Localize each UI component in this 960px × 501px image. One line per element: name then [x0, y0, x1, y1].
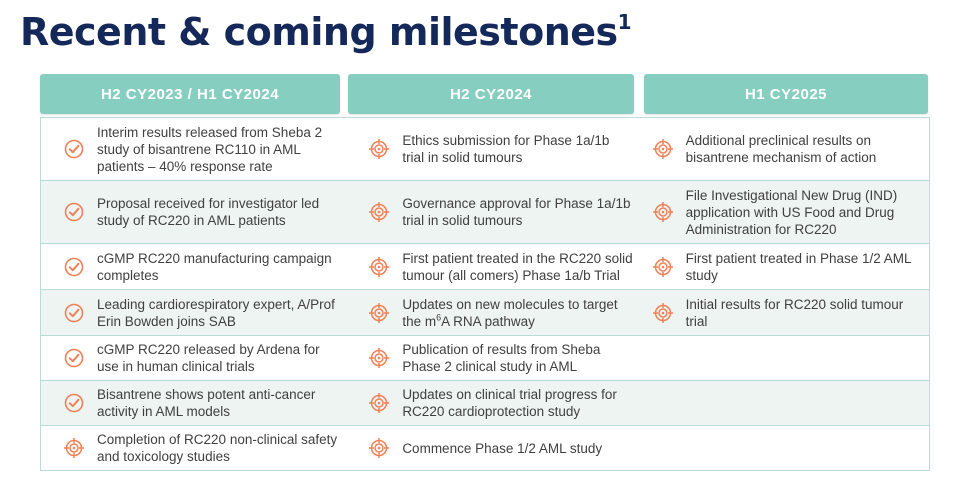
column-header-h2-cy2024: H2 CY2024 [348, 74, 634, 114]
milestone-text: First patient treated in the RC220 solid tumour (all comers) Phase 1a/b Trial [402, 250, 633, 283]
milestone-text: Bisantrene shows potent anti-cancer activity in AML models [97, 387, 316, 419]
milestone-text: Interim results released from Sheba 2 study of bisantrene RC110 in AML patients – 40% response rate [97, 124, 323, 174]
milestone-text: Additional preclinical results on bisantrene mechanism of action [685, 133, 877, 165]
milestone-cell [348, 290, 639, 335]
milestone-cell [348, 181, 639, 243]
milestone-text-part: Updates on new molecules to target the m [402, 296, 618, 329]
column-header-h1-cy2025: H1 CY2025 [644, 74, 928, 114]
table-row [41, 380, 929, 425]
superscript: 6 [436, 312, 442, 322]
milestone-text: Updates on clinical trial progress for RC220 cardioprotection study [402, 387, 617, 419]
milestone-cell [348, 118, 639, 180]
check-icon [63, 201, 85, 223]
milestone-text: Leading cardiorespiratory expert, A/Prof Erin Bowden joins SAB [97, 296, 335, 329]
check-icon [63, 256, 85, 278]
page-title-text: Recent & coming milestones [20, 10, 618, 54]
milestones-table [40, 72, 930, 471]
column-header-h2-cy2023-h1-cy2024: H2 CY2023 / H1 CY2024 [40, 74, 340, 114]
milestone-text-part: A RNA pathway [441, 313, 535, 329]
table-row [41, 243, 929, 289]
table-body [40, 117, 930, 471]
milestone-cell [348, 336, 639, 380]
milestone-text: cGMP RC220 manufacturing campaign completes [97, 250, 332, 283]
milestone-text: Publication of results from Sheba Phase 2 clinical study in AML [402, 342, 601, 374]
target-icon [652, 201, 674, 223]
title-footnote: 1 [617, 10, 632, 35]
page-title [20, 10, 631, 54]
milestone-text: File Investigational New Drug (IND) application with US Food and Drug Administration for RC220 [685, 187, 898, 237]
milestone-cell [640, 426, 929, 470]
target-icon [63, 437, 85, 459]
milestone-cell [640, 290, 929, 335]
milestone-text: Initial results for RC220 solid tumour trial [685, 296, 904, 329]
check-icon [63, 392, 85, 414]
table-header [40, 72, 930, 116]
milestone-cell [41, 426, 348, 470]
target-icon [368, 201, 390, 223]
check-icon [63, 138, 85, 160]
milestone-cell [348, 244, 639, 289]
milestone-cell [640, 118, 929, 180]
milestone-text: First patient treated in Phase 1/2 AML study [685, 250, 912, 283]
check-icon [63, 302, 85, 324]
milestone-cell [41, 118, 348, 180]
target-icon [652, 256, 674, 278]
target-icon [368, 138, 390, 160]
milestone-cell [640, 336, 929, 380]
table-row [41, 180, 929, 243]
target-icon [368, 347, 390, 369]
milestone-text: Completion of RC220 non-clinical safety and toxicology studies [97, 432, 338, 464]
milestone-text: Ethics submission for Phase 1a/1b trial in solid tumours [402, 133, 610, 165]
check-icon [63, 347, 85, 369]
milestone-text: Proposal received for investigator led study of RC220 in AML patients [97, 196, 320, 228]
target-icon [368, 256, 390, 278]
table-row [41, 289, 929, 335]
table-row [41, 335, 929, 380]
target-icon [368, 437, 390, 459]
milestone-cell [41, 244, 348, 289]
milestone-cell [640, 381, 929, 425]
target-icon [368, 392, 390, 414]
milestone-cell [41, 181, 348, 243]
target-icon [652, 138, 674, 160]
milestone-text: Commence Phase 1/2 AML study [402, 440, 603, 456]
milestone-cell [41, 290, 348, 335]
milestone-cell [348, 426, 639, 470]
target-icon [652, 302, 674, 324]
milestone-cell [41, 381, 348, 425]
table-row [41, 117, 929, 180]
milestone-cell [640, 244, 929, 289]
milestone-cell [41, 336, 348, 380]
milestone-text: cGMP RC220 released by Ardena for use in human clinical trials [97, 342, 320, 374]
table-row [41, 425, 929, 470]
milestone-text: Governance approval for Phase 1a/1b trial in solid tumours [402, 196, 631, 228]
target-icon [368, 302, 390, 324]
milestone-cell [348, 381, 639, 425]
milestone-text [402, 296, 633, 330]
milestone-cell [640, 181, 929, 243]
